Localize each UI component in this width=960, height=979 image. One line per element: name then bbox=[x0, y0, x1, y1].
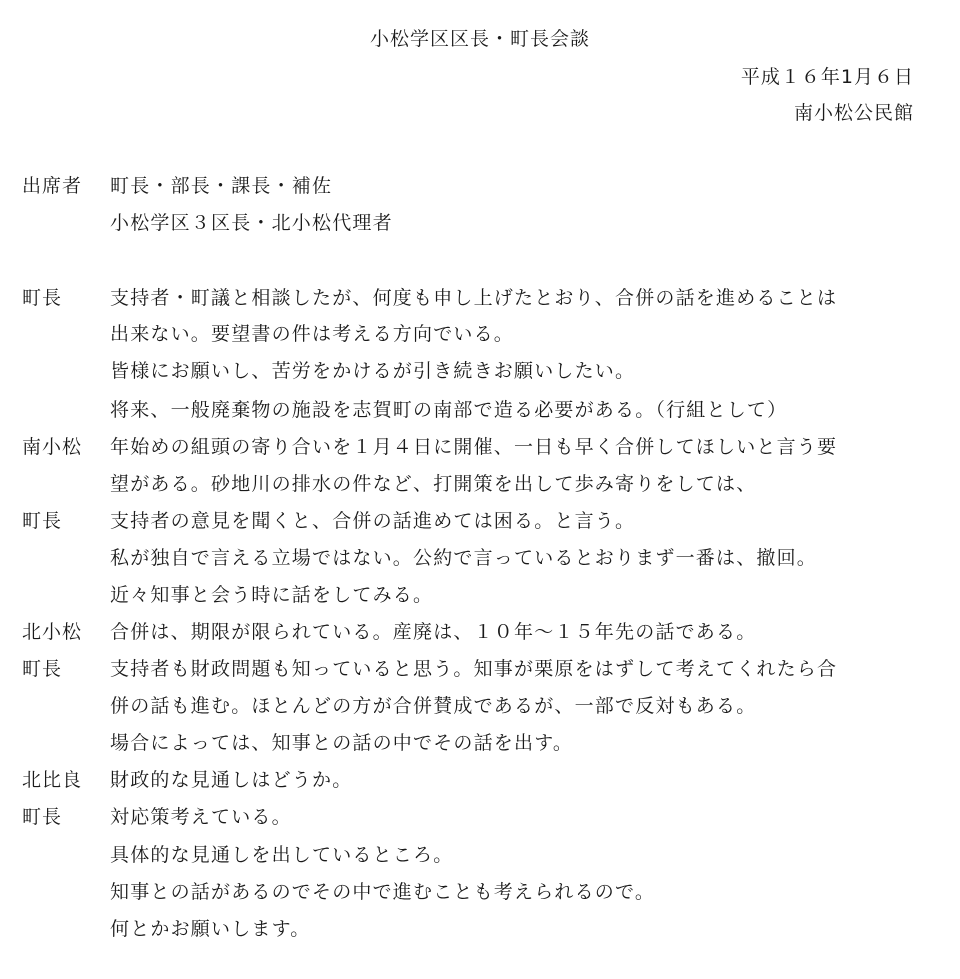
statement-text: 出来ない。要望書の件は考える方向でいる。 bbox=[110, 323, 515, 345]
speaker-label: 町長 bbox=[22, 658, 63, 680]
statement-text: 場合によっては、知事との話の中でその話を出す。 bbox=[110, 732, 574, 754]
speaker-label: 町長 bbox=[22, 806, 63, 828]
attendees-line: 町長・部長・課長・補佐 bbox=[110, 175, 333, 197]
speaker-label: 町長 bbox=[22, 510, 63, 532]
statement-text: 年始めの組頭の寄り合いを１月４日に開催、一日も早く合併してほしいと言う要 bbox=[110, 436, 838, 458]
statement-text: 併の話も進む。ほとんどの方が合併賛成であるが、一部で反対もある。 bbox=[110, 695, 757, 717]
attendees-label: 出席者 bbox=[22, 175, 83, 197]
statement-text: 支持者・町議と相談したが、何度も申し上げたとおり、合併の話を進めることは bbox=[110, 287, 838, 309]
statement-text: 望がある。砂地川の排水の件など、打開策を出して歩み寄りをしては、 bbox=[110, 473, 757, 495]
speaker-label: 南小松 bbox=[22, 436, 83, 458]
speaker-label: 北小松 bbox=[22, 621, 83, 643]
statement-text: 将来、一般廃棄物の施設を志賀町の南部で造る必要がある。（行組として） bbox=[110, 399, 788, 421]
statement-text: 何とかお願いします。 bbox=[110, 918, 311, 940]
statement-text: 財政的な見通しはどうか。 bbox=[110, 769, 353, 791]
statement-text: 具体的な見通しを出しているところ。 bbox=[110, 844, 454, 866]
statement-text: 私が独自で言える立場ではない。公約で言っているとおりまず一番は、撤回。 bbox=[110, 547, 818, 569]
speaker-label: 北比良 bbox=[22, 769, 83, 791]
statement-text: 対応策考えている。 bbox=[110, 806, 292, 828]
statement-text: 支持者も財政問題も知っていると思う。知事が栗原をはずして考えてくれたら合 bbox=[110, 658, 838, 680]
statement-text: 知事との話があるのでその中で進むことも考えられるので。 bbox=[110, 881, 656, 903]
statement-text: 合併は、期限が限られている。産廃は、１０年～１５年先の話である。 bbox=[110, 621, 757, 643]
meeting-date: 平成１６年1月６日 bbox=[740, 66, 914, 88]
speaker-label: 町長 bbox=[22, 287, 63, 309]
attendees-line: 小松学区３区長・北小松代理者 bbox=[110, 212, 393, 234]
meeting-place: 南小松公民館 bbox=[793, 102, 914, 124]
statement-text: 支持者の意見を聞くと、合併の話進めては困る。と言う。 bbox=[110, 510, 636, 532]
document-title: 小松学区区長・町長会談 bbox=[369, 28, 590, 50]
statement-text: 皆様にお願いし、苦労をかけるが引き続きお願いしたい。 bbox=[110, 360, 636, 382]
statement-text: 近々知事と会う時に話をしてみる。 bbox=[110, 584, 434, 606]
